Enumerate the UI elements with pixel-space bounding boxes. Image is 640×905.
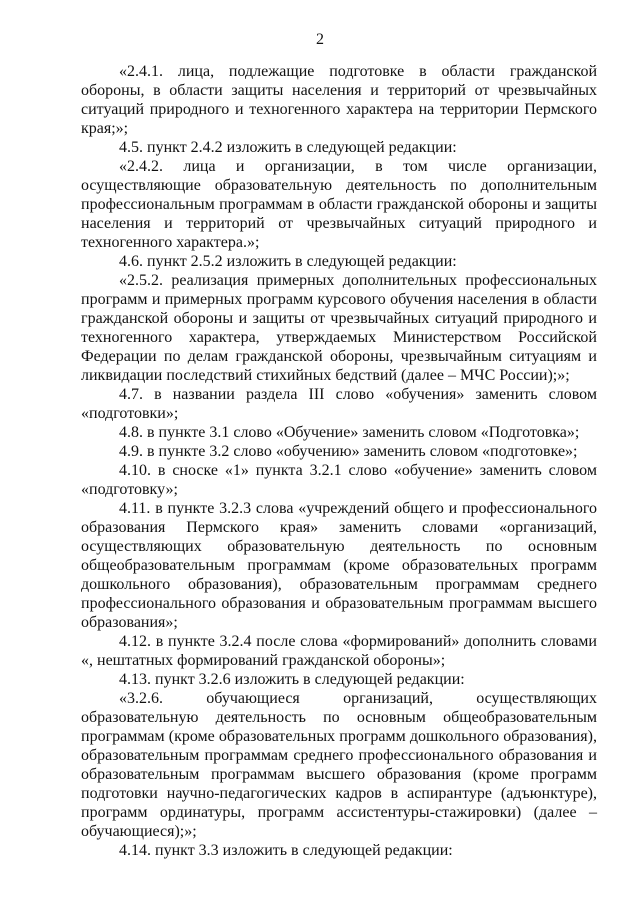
paragraph-4-7: 4.7. в названии раздела III слово «обучения» заменить словом «подготовки»; <box>81 386 597 422</box>
paragraph-4-6: 4.6. пункт 2.5.2 изложить в следующей редакции: <box>119 253 457 270</box>
paragraph-4-9: 4.9. в пункте 3.2 слово «обучению» заменить словом «подготовке»; <box>119 443 578 460</box>
page-number: 2 <box>316 31 324 48</box>
paragraph-2-4-1-quote: «2.4.1. лица, подлежащие подготовке в области гражданской обороны, в области защиты населения и территорий от чрезвычайных ситуаций природного и техногенного характера на территории Пермского края;»; <box>81 63 597 137</box>
paragraph-4-5: 4.5. пункт 2.4.2 изложить в следующей редакции: <box>119 139 457 156</box>
paragraph-2-4-2-quote: «2.4.2. лица и организации, в том числе организации, осуществляющие образовательную деятельность по дополнительным профессиональным программам в области гражданской обороны и защиты населения и территорий от чрезвычайных ситуаций природного и техногенного характера.»; <box>81 158 597 251</box>
paragraph-3-2-6-quote: «3.2.6. обучающиеся организаций, осуществляющих образовательную деятельность по основным общеобразовательным программам (кроме образовательных программ дошкольного образования), образовательным программам среднего профессионального образования и образовательным программам высшего образования (кроме программ подготовки научно-педагогических кадров в аспирантуре (адъюнктуре), программ ординатуры, программ ассистентуры-стажировки) (далее – обучающиеся);»; <box>81 690 597 840</box>
paragraph-2-5-2-quote: «2.5.2. реализация примерных дополнительных профессиональных программ и примерных программ курсового обучения населения в области гражданской обороны и защиты от чрезвычайных ситуаций природного и техногенного характера, утверждаемых Министерством Российской Федерации по делам гражданской обороны, чрезвычайным ситуациям и ликвидации последствий стихийных бедствий (далее – МЧС России);»; <box>81 272 597 384</box>
paragraph-4-12: 4.12. в пункте 3.2.4 после слова «формирований» дополнить словами «, нештатных формирований гражданской обороны»; <box>81 633 597 669</box>
paragraph-4-8: 4.8. в пункте 3.1 слово «Обучение» заменить словом «Подготовка»; <box>119 424 580 441</box>
paragraph-4-11: 4.11. в пункте 3.2.3 слова «учреждений общего и профессионального образования Пермского края» заменить словами «организаций, осуществляющих образовательную деятельность по основным общеобразовательным программам (кроме образовательных программ дошкольного образования), образовательным программам среднего профессионального образования и образовательным программам высшего образования»; <box>81 500 597 631</box>
paragraph-4-14: 4.14. пункт 3.3 изложить в следующей редакции: <box>119 842 453 859</box>
paragraph-4-13: 4.13. пункт 3.2.6 изложить в следующей редакции: <box>119 671 465 688</box>
document-body <box>81 62 597 860</box>
paragraph-4-10: 4.10. в сноске «1» пункта 3.2.1 слово «обучение» заменить словом «подготовку»; <box>81 462 597 498</box>
